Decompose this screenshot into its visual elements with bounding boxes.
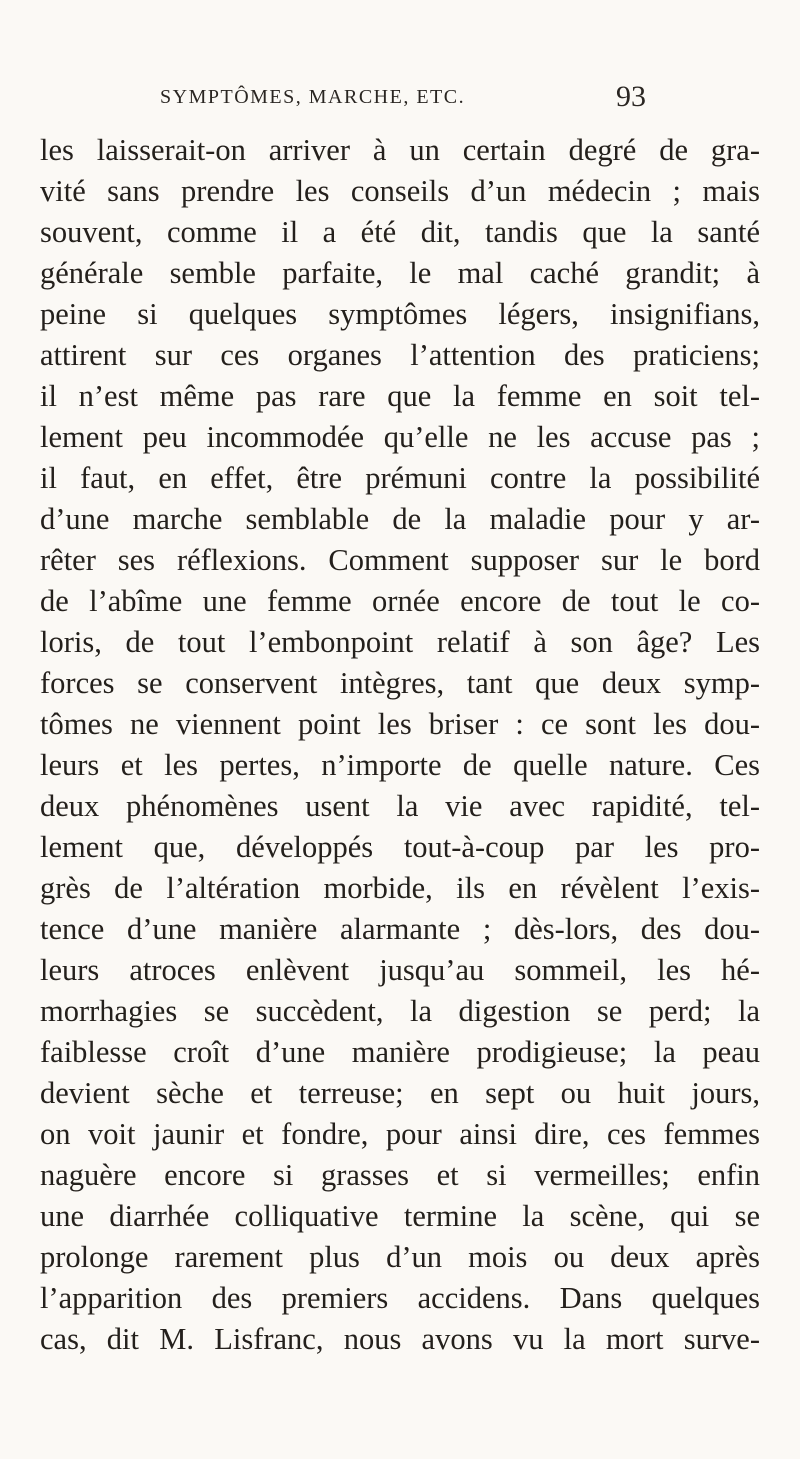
text-line: lement que, développés tout-à-coup par les pro-: [40, 830, 760, 864]
text-line: morrhagies se succèdent, la digestion se perd; la: [40, 994, 760, 1028]
text-line: deux phénomènes usent la vie avec rapidité, tel-: [40, 789, 760, 823]
page-number: 93: [616, 80, 646, 113]
text-line: grès de l’altération morbide, ils en révèlent l’exis-: [40, 871, 760, 905]
text-line: lement peu incommodée qu’elle ne les accuse pas ;: [40, 420, 760, 454]
text-line: il n’est même pas rare que la femme en soit tel-: [40, 379, 760, 413]
text-line: tômes ne viennent point les briser : ce sont les dou-: [40, 707, 760, 741]
text-line: faiblesse croît d’une manière prodigieuse; la peau: [40, 1035, 760, 1069]
text-line: loris, de tout l’embonpoint relatif à son âge? Les: [40, 625, 760, 659]
text-line: prolonge rarement plus d’un mois ou deux après: [40, 1240, 760, 1274]
text-line: tence d’une manière alarmante ; dès-lors, des dou-: [40, 912, 760, 946]
text-line: il faut, en effet, être prémuni contre la possibilité: [40, 461, 760, 495]
text-line: rêter ses réflexions. Comment supposer sur le bord: [40, 543, 760, 577]
text-line: attirent sur ces organes l’attention des praticiens;: [40, 338, 760, 372]
text-line: devient sèche et terreuse; en sept ou huit jours,: [40, 1076, 760, 1110]
body-text: [40, 130, 760, 1360]
text-line: d’une marche semblable de la maladie pour y ar-: [40, 502, 760, 536]
running-title: SYMPTÔMES, MARCHE, ETC.: [160, 86, 466, 108]
text-line: l’apparition des premiers accidens. Dans quelques: [40, 1281, 760, 1315]
text-line: de l’abîme une femme ornée encore de tout le co-: [40, 584, 760, 618]
text-line: naguère encore si grasses et si vermeilles; enfin: [40, 1158, 760, 1192]
text-line: on voit jaunir et fondre, pour ainsi dire, ces femmes: [40, 1117, 760, 1151]
text-line: une diarrhée colliquative termine la scène, qui se: [40, 1199, 760, 1233]
running-head: [0, 80, 800, 120]
text-line: générale semble parfaite, le mal caché grandit; à: [40, 256, 760, 290]
text-line: vité sans prendre les conseils d’un médecin ; mais: [40, 174, 760, 208]
text-line: peine si quelques symptômes légers, insignifians,: [40, 297, 760, 331]
text-line: leurs et les pertes, n’importe de quelle nature. Ces: [40, 748, 760, 782]
text-line: les laisserait-on arriver à un certain degré de gra-: [40, 133, 760, 167]
text-line: forces se conservent intègres, tant que deux symp-: [40, 666, 760, 700]
text-line: cas, dit M. Lisfranc, nous avons vu la mort surve-: [40, 1322, 760, 1356]
text-line: souvent, comme il a été dit, tandis que la santé: [40, 215, 760, 249]
text-line: leurs atroces enlèvent jusqu’au sommeil, les hé-: [40, 953, 760, 987]
